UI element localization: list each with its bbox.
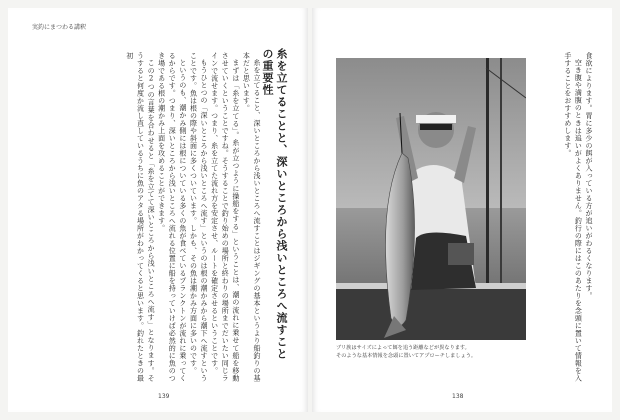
paragraph: というのも、潮かみ側には根についている多くの魚が食べているプランクトンが流れに乗ってくるからです。つまり、深いところから浅いところへ流れる位置に船を持っていけば必然的に魚のつき場である根の潮かみ上面を攻めることができます。 xyxy=(157,52,187,382)
angler-with-fish-illustration xyxy=(336,58,526,340)
caption-line: そのような基本情報を念頭に置いてアプローチしましょう。 xyxy=(336,353,477,359)
caption-line: ブリ族はサイズによって餌を追う距離などが異なります。 xyxy=(336,345,470,351)
paragraph: 食欲によります。胃に多少の餌が入っている方が追いがわるくなります。 xyxy=(585,52,593,300)
angler-photo xyxy=(336,58,526,340)
running-head: 実釣にまつわる講釈 xyxy=(32,24,87,31)
page-number-left: 139 xyxy=(158,393,170,400)
section-heading: 糸を立てることと、深いところから浅いところへ流すことの重要性 xyxy=(261,48,288,360)
paragraph: もうひとつの「深いところから浅いところへ流す」というのは根の潮かみから潮下へ流すということです。魚は根の際や斜面に多くついています。しかも、その魚は潮かみ方面に多いのです。 xyxy=(189,52,209,382)
paragraph: まずは「糸を立てる」。糸が立つように操船をする」ということは、潮の流れに乗せて船を移動させていくということですね。そうすることで釣り始めの場所と終わりの場所までだいたい同じラインで流せます。つまり、糸を立てた流れ方を安定させ、ルートを確定させるということです。 xyxy=(210,52,240,382)
paragraph: 空き腹や満腹のときは追いがよくありません。釣行の際にはこのあたりを念頭に置いて情報を入手することをおすすめします。 xyxy=(563,52,583,382)
left-body-text xyxy=(56,52,262,382)
paragraph: 糸を立てること、深いところから浅いところへ流すことはジギングの基本というより船釣りの基本だと思います。 xyxy=(242,52,261,382)
page-number-right: 138 xyxy=(452,393,464,400)
paragraph: この2つの言葉を合わせると「糸を立てて深いところから浅いところへ流す」となります。そうすると何度か流し直しているうちに魚のアタる場所がわかってくると思います。釣れたときの最初 xyxy=(125,52,156,382)
right-page xyxy=(312,8,612,412)
photo-caption xyxy=(336,344,536,360)
left-page xyxy=(8,8,308,412)
right-body-text xyxy=(524,52,594,382)
